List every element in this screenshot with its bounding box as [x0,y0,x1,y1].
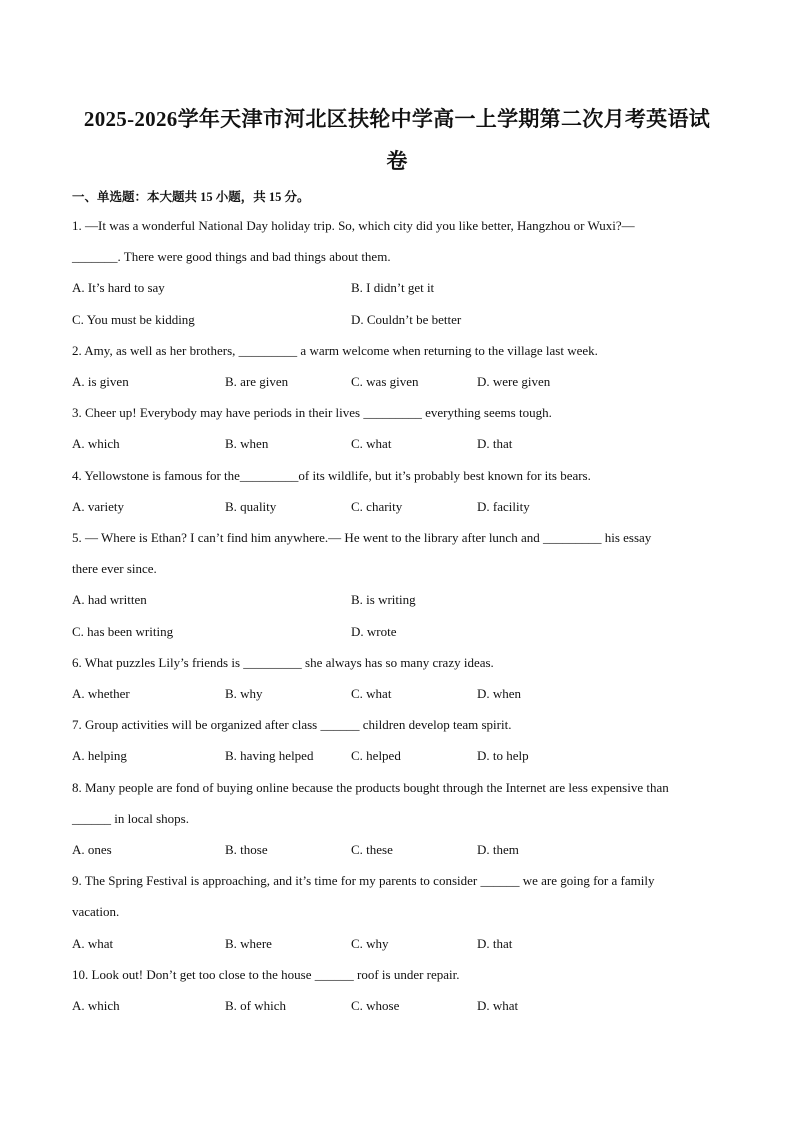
question-3-line-1: 3. Cheer up! Everybody may have periods in their lives _________ everything seems tough. [72,405,552,420]
question-10-option-d: D. what [477,998,519,1013]
question-7-option-a: A. helping [72,748,127,763]
question-5-option-c: C. has been writing [72,624,174,639]
question-3-option-a: A. which [72,436,120,451]
section-heading: 一、单选题：本大题共 15 小题，共 15 分。 [72,190,310,204]
question-6-line-1: 6. What puzzles Lily’s friends is _________ she always has so many crazy ideas. [72,655,494,670]
question-2-option-c: C. was given [351,374,419,389]
question-7-option-c: C. helped [351,748,401,763]
question-4-line-1: 4. Yellowstone is famous for the_________of its wildlife, but it’s probably best known for its bears. [72,468,591,483]
question-5-line-1: 5. — Where is Ethan? I can’t find him anywhere.— He went to the library after lunch and _________ his essay [72,530,652,545]
question-7-option-d: D. to help [477,748,529,763]
question-1-option-d: D. Couldn’t be better [351,312,462,327]
question-3-option-b: B. when [225,436,269,451]
question-9-line-1: 9. The Spring Festival is approaching, and it’s time for my parents to consider ______ we are going for a family [72,873,655,888]
question-5-option-a: A. had written [72,592,147,607]
question-3-option-d: D. that [477,436,513,451]
question-1-line-2: _______. There were good things and bad things about them. [72,249,391,264]
question-5-option-b: B. is writing [351,592,416,607]
question-1-option-b: B. I didn’t get it [351,280,435,295]
question-1-line-1: 1. —It was a wonderful National Day holiday trip. So, which city did you like better, Hangzhou or Wuxi?— [72,218,635,233]
question-2-option-d: D. were given [477,374,551,389]
question-10-option-a: A. which [72,998,120,1013]
question-8-option-c: C. these [351,842,393,857]
question-7-line-1: 7. Group activities will be organized after class ______ children develop team spirit. [72,717,512,732]
question-7-option-b: B. having helped [225,748,314,763]
question-3-option-c: C. what [351,436,392,451]
question-2-option-b: B. are given [225,374,289,389]
question-9-option-a: A. what [72,936,114,951]
question-8-option-d: D. them [477,842,519,857]
question-4-option-b: B. quality [225,499,277,514]
question-9-option-d: D. that [477,936,513,951]
question-6-option-a: A. whether [72,686,130,701]
question-9-line-2: vacation. [72,904,120,919]
question-10-option-b: B. of which [225,998,287,1013]
question-10-option-c: C. whose [351,998,400,1013]
question-6-option-c: C. what [351,686,392,701]
question-5-option-d: D. wrote [351,624,397,639]
question-1-option-c: C. You must be kidding [72,312,195,327]
question-8-line-1: 8. Many people are fond of buying online because the products bought through the Internet are less expensive than [72,780,669,795]
question-6-option-d: D. when [477,686,522,701]
question-2-option-a: A. is given [72,374,129,389]
question-10-line-1: 10. Look out! Don’t get too close to the house ______ roof is under repair. [72,967,460,982]
question-4-option-d: D. facility [477,499,530,514]
question-8-line-2: ______ in local shops. [72,811,189,826]
question-5-line-2: there ever since. [72,561,157,576]
question-9-option-c: C. why [351,936,389,951]
question-1-option-a: A. It’s hard to say [72,280,165,295]
question-4-option-c: C. charity [351,499,403,514]
question-4-option-a: A. variety [72,499,124,514]
page-title-line-2: 卷 [386,149,408,173]
page-title-line-1: 2025-2026学年天津市河北区扶轮中学高一上学期第二次月考英语试 [83,107,711,131]
question-2-line-1: 2. Amy, as well as her brothers, _________ a warm welcome when returning to the village last week. [72,343,598,358]
question-8-option-b: B. those [225,842,268,857]
question-9-option-b: B. where [225,936,272,951]
question-8-option-a: A. ones [72,842,112,857]
question-6-option-b: B. why [225,686,263,701]
